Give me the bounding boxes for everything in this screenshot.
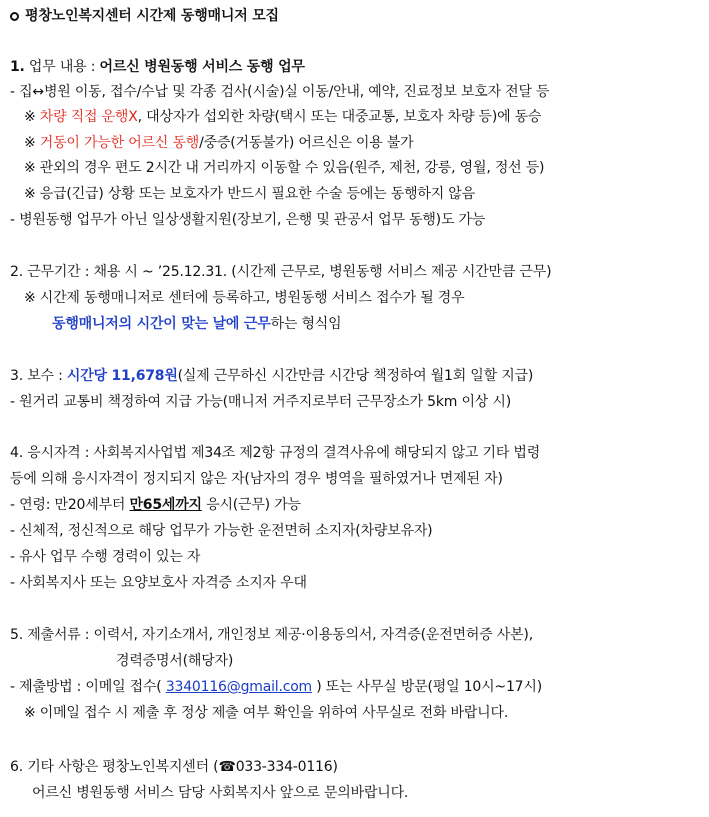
section-3-line-1: - 원거리 교통비 책정하여 지급 가능(매니저 거주지로부터 근무장소가 5km 이상 시) (10, 394, 511, 410)
section-1-line-3: ※ 거동이 가능한 어르신 동행/중증(거동불가) 어르신은 이용 불가 (24, 135, 414, 151)
section-5-heading: 5. 제출서류 : 이력서, 자기소개서, 개인정보 제공·이용동의서, 자격증(운전면허증 사본), (10, 627, 533, 643)
section-5-line-2: ※ 이메일 접수 시 제출 후 정상 제출 여부 확인을 위하여 사무실로 전화 바랍니다. (24, 705, 509, 721)
section-1-line-6: - 병원동행 업무가 아닌 일상생활지원(장보기, 은행 및 관공서 업무 동행)도 가능 (10, 212, 486, 228)
section-6-heading: 6. 기타 사항은 평창노인복지센터 (☎033-334-0116) (10, 759, 338, 775)
section-4-heading: 4. 응시자격 : 사회복지사업법 제34조 제2항 규정의 결격사유에 해당되지 않고 기타 법령 (10, 445, 541, 461)
section-4-line-4: - 사회복지사 또는 요양보호사 자격증 소지자 우대 (10, 575, 307, 591)
section-5-line-1: - 제출방법 : 이메일 접수( 3340116@gmail.com ) 또는 사무실 방문(평일 10시~17시) (10, 679, 542, 695)
section-4-heading-cont: 등에 의해 응시자격이 정지되지 않은 자(남자의 경우 병역을 필하였거나 면제된 자) (10, 471, 503, 487)
page-title: 평창노인복지센터 시간제 동행매니저 모집 (10, 6, 709, 26)
phone-number: 033-334-0116 (235, 759, 333, 775)
section-1-line-4: ※ 관외의 경우 편도 2시간 내 거리까지 이동할 수 있음(원주, 제천, 강릉, 영월, 정선 등) (24, 160, 545, 176)
section-1-line-1: - 집↔병원 이동, 접수/수납 및 각종 검사(시술)실 이동/안내, 예약, 진료정보 보호자 전달 등 (10, 84, 550, 100)
section-4-line-1: - 연령: 만20세부터 만65세까지 응시(근무) 가능 (10, 497, 301, 513)
section-1-line-5: ※ 응급(긴급) 상황 또는 보호자가 반드시 필요한 수술 등에는 동행하지 않음 (24, 186, 475, 202)
phone-icon: ☎ (218, 759, 236, 775)
section-1-line-2: ※ 차량 직접 운행X, 대상자가 섭외한 차량(택시 또는 대중교통, 보호자 차량 등)에 동승 (24, 109, 542, 125)
section-6-line-1: 어르신 병원동행 서비스 담당 사회복지사 앞으로 문의바랍니다. (32, 785, 409, 801)
circle-bullet-icon (10, 12, 19, 21)
section-1-heading: 1. 업무 내용 : 어르신 병원동행 서비스 동행 업무 (10, 59, 305, 75)
section-2-heading: 2. 근무기간 : 채용 시 ~ ’25.12.31. (시간제 근무로, 병원동행 서비스 제공 시간만큼 근무) (10, 264, 552, 280)
section-2-line-1: ※ 시간제 동행매니저로 센터에 등록하고, 병원동행 서비스 접수가 될 경우 (24, 290, 465, 306)
section-3-heading: 3. 보수 : 시간당 11,678원(실제 근무하신 시간만큼 시간당 책정하여 월1회 일할 지급) (10, 368, 534, 384)
email-link[interactable]: 3340116@gmail.com (165, 679, 312, 695)
section-4-line-3: - 유사 업무 수행 경력이 있는 자 (10, 549, 201, 565)
section-4-line-2: - 신체적, 정신적으로 해당 업무가 가능한 운전면허 소지자(차량보유자) (10, 523, 433, 539)
section-5-heading-cont: 경력증명서(해당자) (116, 653, 234, 669)
section-2-line-2: 동행매니저의 시간이 맞는 날에 근무하는 형식임 (52, 316, 342, 332)
